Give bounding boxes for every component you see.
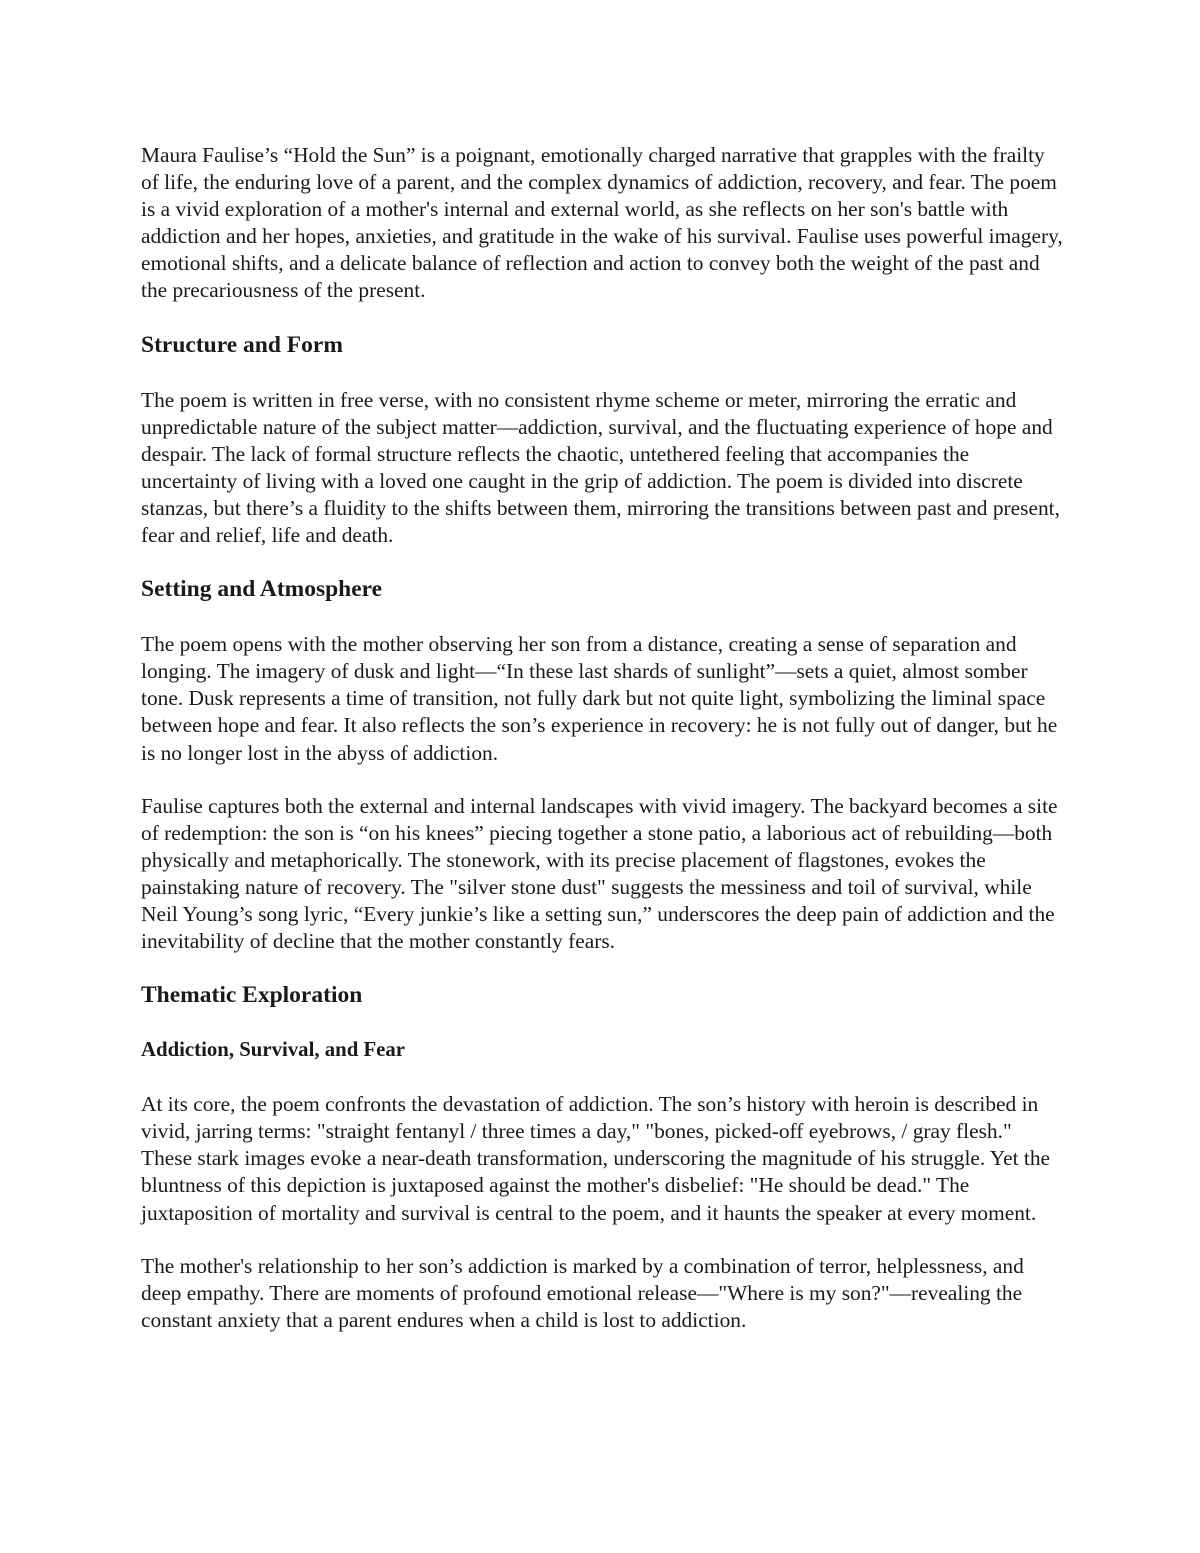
structure-heading: Structure and Form	[141, 331, 343, 358]
intro-paragraph: Maura Faulise’s “Hold the Sun” is a poignant, emotionally charged narrative that grapples with the frailty of life, the enduring love of a parent, and the complex dynamics of addiction, recovery, and fear. The poem is a vivid exploration of a mother's internal and external world, as she reflects on her son's battle with addiction and her hopes, anxieties, and gratitude in the wake of his survival. Faulise uses powerful imagery, emotional shifts, and a delicate balance of reflection and action to convey both the weight of the past and the precariousness of the present.	[141, 143, 1063, 303]
setting-paragraph-1: The poem opens with the mother observing her son from a distance, creating a sense of separation and longing. The imagery of dusk and light—“In these last shards of sunlight”—sets a quiet, almost somber tone. Dusk represents a time of transition, not fully dark but not quite light, symbolizing the liminal space between hope and fear. It also reflects the son’s experience in recovery: he is not fully out of danger, but he is no longer lost in the abyss of addiction.	[141, 632, 1058, 765]
thematic-heading: Thematic Exploration	[141, 982, 363, 1009]
setting-paragraph-2: Faulise captures both the external and internal landscapes with vivid imagery. The backyard becomes a site of redemption: the son is “on his knees” piecing together a stone patio, a laborious act of rebuilding—both physically and metaphorically. The stonework, with its precise placement of flagstones, evokes the painstaking nature of recovery. The "silver stone dust" suggests the messiness and toil of survival, while Neil Young’s song lyric, “Every junkie’s like a setting sun,” underscores the deep pain of addiction and the inevitability of decline that the mother constantly fears.	[141, 793, 1058, 954]
structure-paragraph: The poem is written in free verse, with no consistent rhyme scheme or meter, mirroring the erratic and unpredictable nature of the subject matter—addiction, survival, and the fluctuating experience of hope and despair. The lack of formal structure reflects the chaotic, untethered feeling that accompanies the uncertainty of living with a loved one caught in the grip of addiction. The poem is divided into discrete stanzas, but there’s a fluidity to the shifts between them, mirroring the transitions between past and present, fear and relief, life and death.	[141, 387, 1060, 548]
thematic-paragraph-1: At its core, the poem confronts the devastation of addiction. The son’s history with heroin is described in vivid, jarring terms: "straight fentanyl / three times a day," "bones, picked-off eyebrows, / gray flesh." These stark images evoke a near-death transformation, underscoring the magnitude of his struggle. Yet the bluntness of this depiction is juxtaposed against the mother's disbelief: "He should be dead." The juxtaposition of mortality and survival is central to the poem, and it haunts the speaker at every moment.	[141, 1092, 1051, 1225]
setting-heading: Setting and Atmosphere	[141, 576, 383, 603]
thematic-paragraph-2: The mother's relationship to her son’s addiction is marked by a combination of terror, helplessness, and deep empathy. There are moments of profound emotional release—"Where is my son?"—revealing the constant anxiety that a parent endures when a child is lost to addiction.	[141, 1253, 1024, 1332]
addiction-subheading: Addiction, Survival, and Fear	[141, 1038, 406, 1062]
document-page	[141, 142, 1066, 1360]
